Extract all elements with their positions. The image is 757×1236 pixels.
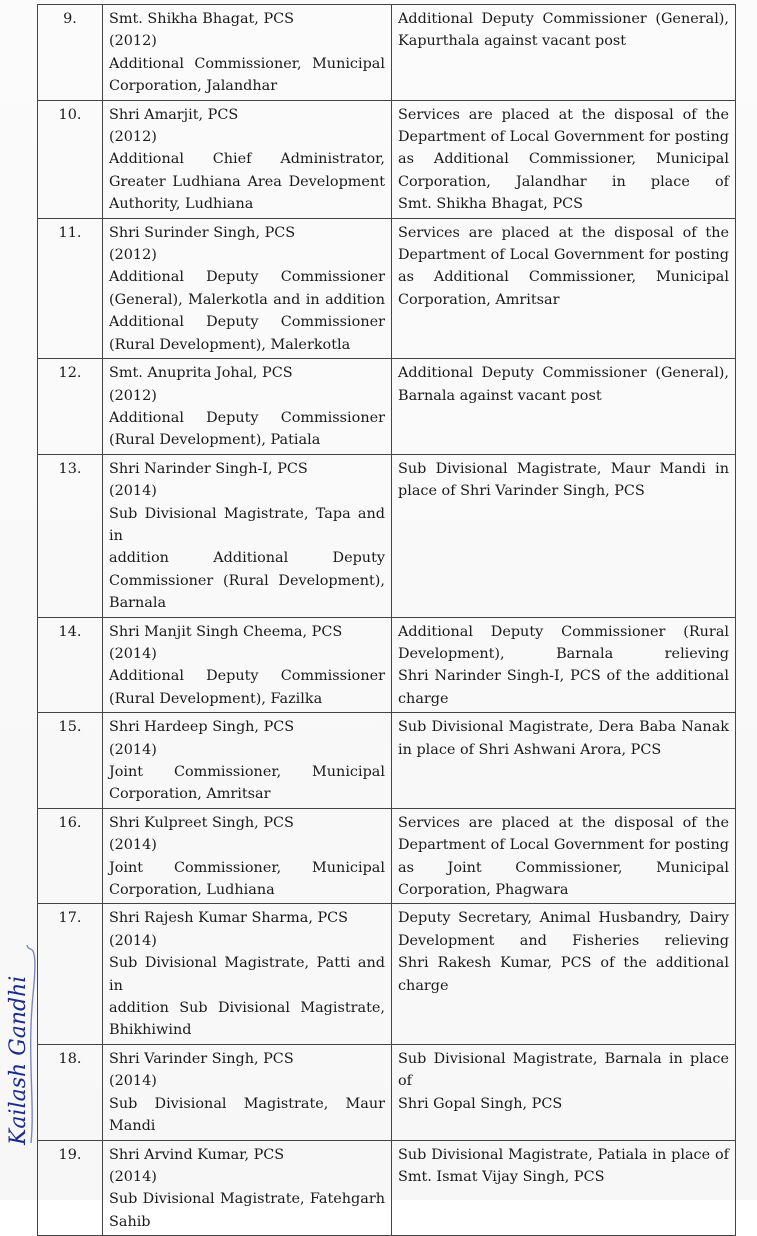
- serial-number: 9.: [38, 5, 103, 101]
- new-posting-line: Services are placed at the disposal of the: [398, 224, 729, 241]
- new-posting-line: Smt. Shikha Bhagat, PCS: [398, 196, 584, 213]
- new-posting-cell: [392, 100, 736, 218]
- serial-number: 15.: [38, 713, 103, 809]
- serial-number: 18.: [38, 1044, 103, 1140]
- new-posting-line: Sub Divisional Magistrate, Barnala in place of: [398, 1050, 729, 1090]
- current-posting-line: (General), Malerkotla and in addition: [109, 291, 385, 308]
- new-posting-line: Services are placed at the disposal of the: [398, 814, 729, 831]
- new-posting-cell: [392, 359, 736, 455]
- officer-cell: [103, 218, 392, 358]
- new-posting-cell: [392, 218, 736, 358]
- officer-cell: [103, 454, 392, 617]
- current-posting-line: Additional Chief Administrator,: [109, 151, 385, 168]
- current-posting-line: Sub Divisional Magistrate, Tapa and in: [109, 505, 385, 544]
- table-row: [38, 454, 736, 617]
- officer-batch: (2012): [109, 387, 157, 404]
- new-posting-line: as Joint Commissioner, Municipal: [398, 859, 729, 876]
- new-posting-line: Sub Divisional Magistrate, Dera Baba Nanak: [398, 719, 729, 736]
- officer-batch: (2012): [109, 247, 157, 264]
- current-posting-line: Additional Deputy Commissioner: [109, 409, 385, 426]
- officer-name: Shri Manjit Singh Cheema, PCS: [109, 623, 343, 640]
- new-posting-line: Corporation, Amritsar: [398, 291, 560, 308]
- serial-number: 19.: [38, 1140, 103, 1236]
- current-posting-line: Additional Deputy Commissioner: [109, 314, 385, 331]
- officer-batch: (2014): [109, 837, 157, 854]
- officer-name: Shri Amarjit, PCS: [109, 106, 239, 123]
- officer-name: Shri Arvind Kumar, PCS: [109, 1146, 285, 1163]
- new-posting-line: Department of Local Government for posting: [398, 129, 729, 146]
- officer-batch: (2014): [109, 483, 157, 500]
- current-posting-line: Joint Commissioner, Municipal: [109, 859, 385, 876]
- new-posting-line: Corporation, Phagwara: [398, 882, 569, 899]
- new-posting-line: as Additional Commissioner, Municipal: [398, 269, 729, 286]
- new-posting-line: Shri Rakesh Kumar, PCS of the additional: [398, 955, 729, 972]
- new-posting-cell: [392, 1044, 736, 1140]
- officer-cell: [103, 359, 392, 455]
- new-posting-line: Barnala against vacant post: [398, 387, 602, 404]
- new-posting-cell: [392, 904, 736, 1044]
- signature-image: [0, 940, 36, 1150]
- new-posting-cell: [392, 5, 736, 101]
- table-row: [38, 808, 736, 904]
- new-posting-line: in place of Shri Ashwani Arora, PCS: [398, 741, 662, 758]
- officer-cell: [103, 1044, 392, 1140]
- new-posting-line: charge: [398, 690, 449, 707]
- officer-batch: (2012): [109, 129, 157, 146]
- table-row: [38, 359, 736, 455]
- new-posting-line: Sub Divisional Magistrate, Maur Mandi in: [398, 460, 729, 477]
- current-posting-line: Sub Divisional Magistrate, Maur Mandi: [109, 1095, 385, 1135]
- current-posting-line: (Rural Development), Malerkotla: [109, 336, 351, 353]
- new-posting-line: Services are placed at the disposal of the: [398, 106, 729, 123]
- handwritten-signature: [0, 940, 36, 1150]
- new-posting-cell: [392, 1140, 736, 1236]
- current-posting-line: Sub Divisional Magistrate, Patti and in: [109, 955, 385, 994]
- serial-number: 12.: [38, 359, 103, 455]
- officer-batch: (2014): [109, 932, 157, 949]
- table-row: [38, 617, 736, 713]
- current-posting-line: Authority, Ludhiana: [109, 196, 254, 213]
- table-row: [38, 5, 736, 101]
- officer-name: Shri Varinder Singh, PCS: [109, 1050, 294, 1067]
- officer-batch: (2014): [109, 1168, 157, 1185]
- officer-cell: [103, 617, 392, 713]
- officer-batch: (2014): [109, 645, 157, 662]
- current-posting-line: Greater Ludhiana Area Development: [109, 173, 385, 190]
- serial-number: 10.: [38, 100, 103, 218]
- serial-number: 11.: [38, 218, 103, 358]
- transfer-orders-body: [38, 5, 736, 1236]
- current-posting-line: (Rural Development), Fazilka: [109, 690, 323, 707]
- new-posting-line: Smt. Ismat Vijay Singh, PCS: [398, 1168, 605, 1185]
- officer-cell: [103, 904, 392, 1044]
- new-posting-line: Development), Barnala relieving: [398, 645, 729, 662]
- officer-name: Shri Hardeep Singh, PCS: [109, 719, 295, 736]
- new-posting-line: Additional Deputy Commissioner (General),: [398, 365, 729, 382]
- new-posting-line: place of Shri Varinder Singh, PCS: [398, 483, 645, 500]
- current-posting-line: Joint Commissioner, Municipal: [109, 764, 385, 780]
- new-posting-cell: [392, 454, 736, 617]
- table-row: [38, 713, 736, 809]
- current-posting-line: addition Additional Deputy: [109, 550, 385, 567]
- new-posting-line: Development and Fisheries relieving: [398, 932, 729, 949]
- table-row: [38, 1044, 736, 1140]
- current-posting-line: Sub Divisional Magistrate, Fatehgarh: [109, 1191, 385, 1208]
- new-posting-line: Department of Local Government for posting: [398, 837, 729, 854]
- serial-number: 14.: [38, 617, 103, 713]
- officer-cell: [103, 100, 392, 218]
- new-posting-line: Kapurthala against vacant post: [398, 33, 627, 50]
- svg-text:Kailash Gandhi: Kailash Gandhi: [6, 975, 31, 1145]
- new-posting-line: Sub Divisional Magistrate, Patiala in place of: [398, 1146, 729, 1163]
- officer-batch: (2014): [109, 1073, 157, 1090]
- current-posting-line: Corporation, Jalandhar: [109, 78, 278, 95]
- new-posting-line: Shri Gopal Singh, PCS: [398, 1095, 563, 1112]
- new-posting-line: Deputy Secretary, Animal Husbandry, Dairy: [398, 910, 729, 927]
- officer-name: Smt. Shikha Bhagat, PCS: [109, 11, 295, 27]
- current-posting-line: addition Sub Divisional Magistrate,: [109, 1000, 385, 1017]
- transfer-orders-table: [37, 4, 736, 1236]
- officer-name: Shri Narinder Singh-I, PCS: [109, 460, 308, 477]
- current-posting-line: Barnala: [109, 595, 167, 612]
- current-posting-line: Sahib: [109, 1213, 151, 1230]
- table-row: [38, 218, 736, 358]
- officer-batch: (2012): [109, 33, 157, 50]
- current-posting-line: Additional Commissioner, Municipal: [109, 55, 385, 72]
- new-posting-cell: [392, 808, 736, 904]
- new-posting-line: charge: [398, 977, 449, 994]
- officer-cell: [103, 5, 392, 101]
- serial-number: 16.: [38, 808, 103, 904]
- current-posting-line: Additional Deputy Commissioner: [109, 668, 385, 685]
- officer-name: Smt. Anuprita Johal, PCS: [109, 365, 293, 382]
- new-posting-line: Shri Narinder Singh-I, PCS of the additional: [398, 668, 729, 685]
- officer-cell: [103, 713, 392, 809]
- new-posting-line: Corporation, Jalandhar in place of: [398, 173, 729, 190]
- officer-name: Shri Rajesh Kumar Sharma, PCS: [109, 910, 349, 927]
- serial-number: 17.: [38, 904, 103, 1044]
- table-row: [38, 100, 736, 218]
- new-posting-line: Additional Deputy Commissioner (Rural: [398, 623, 729, 640]
- officer-name: Shri Kulpreet Singh, PCS: [109, 814, 294, 831]
- current-posting-line: Bhikhiwind: [109, 1022, 192, 1039]
- current-posting-line: Corporation, Ludhiana: [109, 882, 275, 899]
- current-posting-line: Commissioner (Rural Development),: [109, 572, 385, 589]
- officer-name: Shri Surinder Singh, PCS: [109, 224, 296, 241]
- new-posting-line: Additional Deputy Commissioner (General),: [398, 11, 729, 27]
- officer-batch: (2014): [109, 741, 157, 758]
- new-posting-line: as Additional Commissioner, Municipal: [398, 151, 729, 168]
- table-row: [38, 904, 736, 1044]
- new-posting-cell: [392, 617, 736, 713]
- current-posting-line: Additional Deputy Commissioner: [109, 269, 385, 286]
- new-posting-line: Department of Local Government for posting: [398, 247, 729, 264]
- officer-cell: [103, 1140, 392, 1236]
- table-row: [38, 1140, 736, 1236]
- officer-cell: [103, 808, 392, 904]
- current-posting-line: (Rural Development), Patiala: [109, 432, 321, 449]
- new-posting-cell: [392, 713, 736, 809]
- current-posting-line: Corporation, Amritsar: [109, 786, 271, 803]
- serial-number: 13.: [38, 454, 103, 617]
